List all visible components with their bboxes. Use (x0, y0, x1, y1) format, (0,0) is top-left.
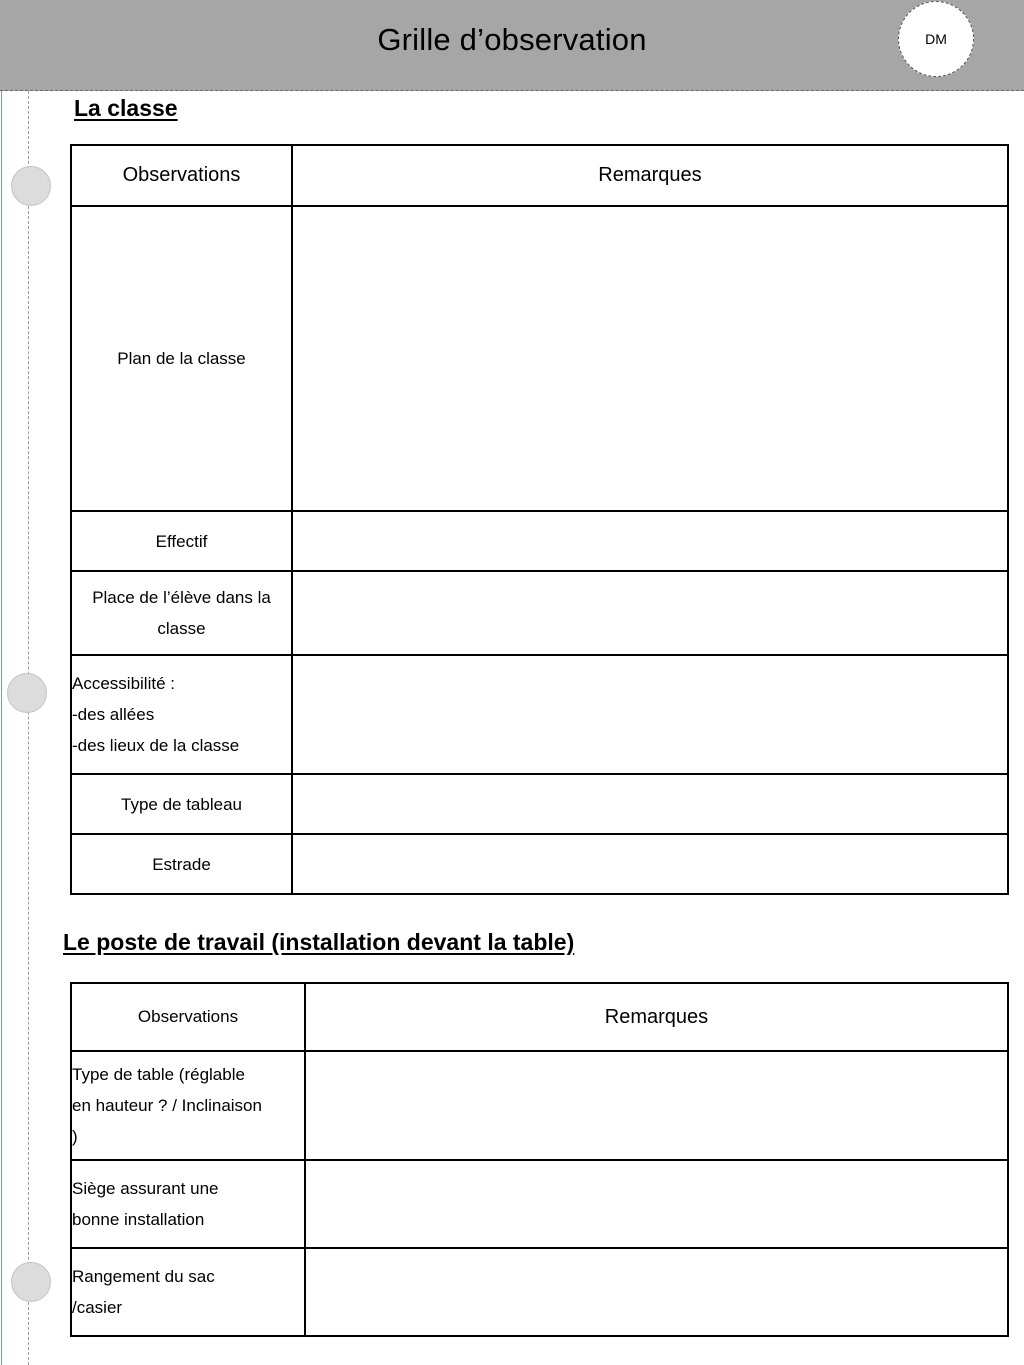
observation-label: Rangement du sac /casier (71, 1248, 305, 1336)
table-row (71, 1248, 1008, 1336)
remark-cell[interactable] (305, 1160, 1008, 1248)
table-row (71, 834, 1008, 894)
remark-cell[interactable] (292, 655, 1008, 774)
binder-hole-middle (7, 673, 47, 713)
page-title: Grille d’observation (377, 22, 647, 57)
binder-hole-bottom (11, 1262, 51, 1302)
table-row (71, 571, 1008, 655)
section-title-poste-de-travail: Le poste de travail (installation devant la table) (63, 929, 575, 955)
observation-label: Plan de la classe (71, 206, 292, 511)
observation-label: Type de table (réglable en hauteur ? / Inclinaison ) (71, 1051, 305, 1160)
column-header-remarques: Remarques (305, 983, 1008, 1051)
table-header-row (71, 983, 1008, 1051)
remark-cell[interactable] (292, 571, 1008, 655)
observation-label: Siège assurant une bonne installation (71, 1160, 305, 1248)
remark-cell[interactable] (305, 1051, 1008, 1160)
table-row (71, 774, 1008, 834)
binder-hole-top (11, 166, 51, 206)
remark-cell[interactable] (292, 511, 1008, 571)
table-row (71, 1051, 1008, 1160)
table-row (71, 206, 1008, 511)
table-header-row (71, 145, 1008, 206)
table-classe (70, 144, 1009, 895)
initials-badge: DM (898, 1, 974, 77)
section-title-classe: La classe (74, 95, 178, 121)
table-poste-de-travail (70, 982, 1009, 1337)
observation-label: Accessibilité : -des allées -des lieux de la classe (71, 655, 292, 774)
observation-label: Effectif (71, 511, 292, 571)
header-band (0, 0, 1024, 91)
remark-cell[interactable] (292, 206, 1008, 511)
column-header-remarques: Remarques (292, 145, 1008, 206)
observation-label: Estrade (71, 834, 292, 894)
observation-label: Place de l’élève dans la classe (71, 571, 292, 655)
table-row (71, 1160, 1008, 1248)
remark-cell[interactable] (292, 774, 1008, 834)
remark-cell[interactable] (305, 1248, 1008, 1336)
margin-line (1, 91, 2, 1365)
margin-dashed-line (28, 91, 29, 1365)
table-row (71, 511, 1008, 571)
table-row (71, 655, 1008, 774)
column-header-observations: Observations (71, 145, 292, 206)
column-header-observations: Observations (71, 983, 305, 1051)
observation-label: Type de tableau (71, 774, 292, 834)
remark-cell[interactable] (292, 834, 1008, 894)
